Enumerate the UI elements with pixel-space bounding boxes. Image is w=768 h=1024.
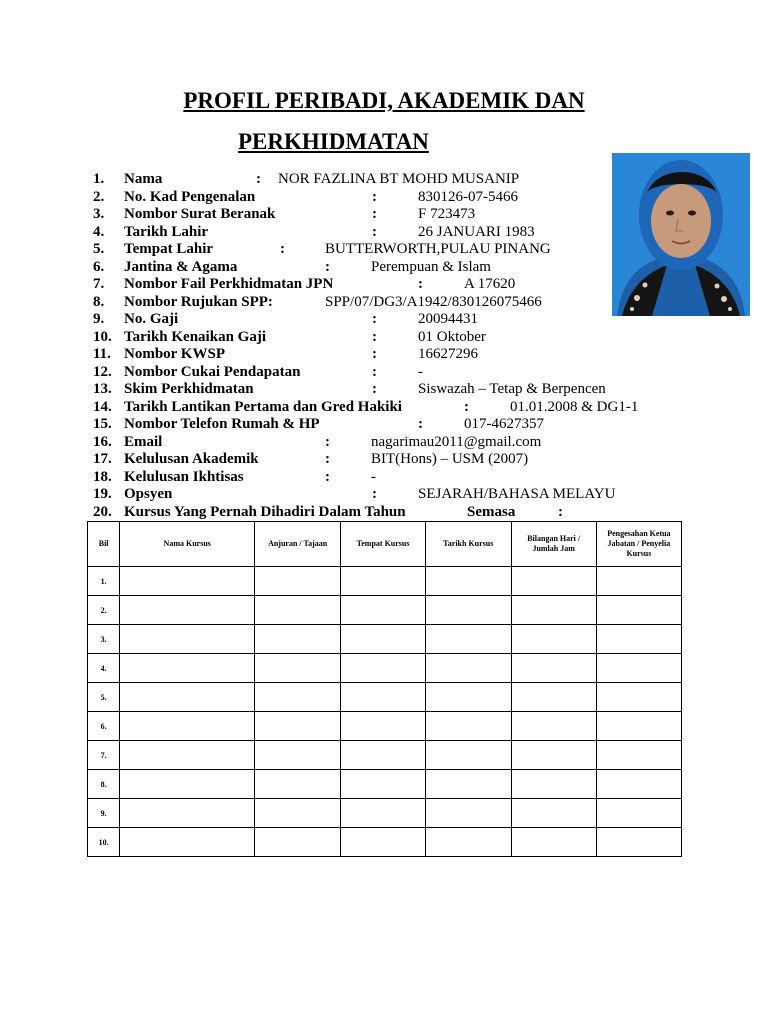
field-value: F 723473 [418,206,476,222]
field-value: nagarimau2011@gmail.com [371,433,542,450]
table-cell [596,770,681,799]
field-value: Semasa [467,503,516,520]
field-value: Siswazah – Tetap & Berpencen [418,381,606,397]
field-number: 5. [93,241,105,257]
table-cell [120,625,255,654]
field-label: Skim Perkhidmatan [124,381,254,397]
field-colon: : [256,171,261,187]
table-cell [255,828,341,857]
table-row [88,567,682,596]
field-value: 017-4627357 [464,416,544,432]
field-number: 14. [93,398,112,415]
table-cell [341,712,426,741]
table-cell [511,567,596,596]
field-label: Nombor Fail Perkhidmatan JPN [124,276,334,292]
table-cell [341,828,426,857]
field-label: Nombor Rujukan SPP: [124,293,273,310]
table-cell [341,654,426,683]
row-number: 2. [88,596,120,625]
field-colon: : [418,416,423,432]
field-number: 12. [93,363,112,380]
field-number: 19. [93,486,112,502]
table-cell [120,683,255,712]
table-cell [425,799,511,828]
table-cell [255,712,341,741]
field-colon: : [325,258,330,275]
field-value: BIT(Hons) – USM (2007) [371,451,529,467]
table-cell [425,741,511,770]
field-value: 26 JANUARI 1983 [418,223,535,240]
table-cell [596,654,681,683]
table-cell [511,828,596,857]
table-cell [425,625,511,654]
table-cell [120,654,255,683]
table-row [88,712,682,741]
field-label: No. Gaji [124,311,179,327]
row-number: 9. [88,799,120,828]
table-cell [341,683,426,712]
field-colon: : [280,241,285,257]
table-cell [425,712,511,741]
field-value: SEJARAH/BAHASA MELAYU [418,486,616,502]
row-number: 4. [88,654,120,683]
table-cell [120,799,255,828]
field-colon: : [372,363,377,380]
field-number: 16. [93,433,112,450]
table-cell [511,799,596,828]
field-number: 3. [93,206,105,222]
header-tarikh-kursus: Tarikh Kursus [425,522,511,567]
field-label: Tempat Lahir [124,241,214,257]
field-number: 1. [93,171,105,187]
table-cell [255,596,341,625]
header-bil: Bil [88,522,120,567]
field-colon: : [372,223,377,240]
table-cell [255,683,341,712]
header-nama-kursus: Nama Kursus [120,522,255,567]
table-cell [511,770,596,799]
table-cell [120,770,255,799]
field-label: Nombor KWSP [124,346,225,362]
table-cell [425,654,511,683]
table-cell [120,741,255,770]
page-title-line-2: PERKHIDMATAN [238,129,429,154]
field-label: Kelulusan Akademik [124,451,259,467]
field-label: Kursus Yang Pernah Dihadiri Dalam Tahun [124,503,406,520]
table-row [88,828,682,857]
header-tempat-kursus: Tempat Kursus [341,522,426,567]
table-cell [341,741,426,770]
field-label: Tarikh Lantikan Pertama dan Gred Hakiki [124,398,402,415]
row-number: 1. [88,567,120,596]
field-colon: : [372,188,377,205]
table-cell [425,567,511,596]
field-number: 18. [93,468,112,485]
header-anjuran: Anjuran / Tajaan [255,522,341,567]
field-number: 13. [93,381,112,397]
table-cell [596,625,681,654]
page-title-line-1: PROFIL PERIBADI, AKADEMIK DAN [183,88,585,113]
field-label: Tarikh Lahir [124,223,209,240]
courses-table-header [88,522,682,567]
table-cell [255,625,341,654]
field-colon: : [418,276,423,292]
field-number: 17. [93,451,112,467]
field-colon: : [464,398,469,415]
profile-photo [612,153,750,316]
field-colon: : [558,503,563,520]
table-cell [596,596,681,625]
table-cell [511,712,596,741]
field-label: Nombor Cukai Pendapatan [124,363,301,380]
table-row [88,741,682,770]
table-cell [255,799,341,828]
field-number: 8. [93,293,105,310]
field-value: 01.01.2008 & DG1-1 [510,398,639,415]
field-colon: : [372,346,377,362]
field-number: 11. [93,346,111,362]
field-label: Jantina & Agama [124,258,238,275]
table-cell [255,770,341,799]
table-cell [120,712,255,741]
table-cell [511,683,596,712]
table-cell [255,741,341,770]
field-colon: : [372,328,377,345]
table-cell [596,683,681,712]
table-cell [341,567,426,596]
field-colon: : [325,468,330,485]
courses-table-body [88,567,682,857]
field-label: Nombor Telefon Rumah & HP [124,416,320,432]
courses-table [87,521,682,857]
field-label: Email [124,433,163,450]
table-cell [120,567,255,596]
row-number: 3. [88,625,120,654]
field-colon: : [372,486,377,502]
table-cell [341,625,426,654]
header-pengesahan: Pengesahan Ketua Jabatan / Penyelia Kursus [596,522,681,567]
field-number: 2. [93,188,105,205]
table-cell [425,828,511,857]
table-row [88,770,682,799]
table-cell [596,828,681,857]
header-bilangan-hari: Bilangan Hari / Jumlah Jam [511,522,596,567]
table-cell [255,567,341,596]
table-cell [255,654,341,683]
field-colon: : [372,381,377,397]
table-cell [511,654,596,683]
field-number: 9. [93,311,105,327]
table-row [88,683,682,712]
row-number: 7. [88,741,120,770]
field-number: 4. [93,223,105,240]
field-colon: : [372,311,377,327]
table-cell [511,741,596,770]
table-row [88,654,682,683]
field-colon: : [325,433,330,450]
field-value: 20094431 [418,311,478,327]
table-cell [596,741,681,770]
table-cell [596,799,681,828]
field-label: No. Kad Pengenalan [124,188,256,205]
table-cell [425,770,511,799]
table-cell [341,770,426,799]
table-row [88,799,682,828]
table-row [88,596,682,625]
field-label: Tarikh Kenaikan Gaji [124,328,266,345]
row-number: 10. [88,828,120,857]
field-value: NOR FAZLINA BT MOHD MUSANIP [278,171,520,187]
table-cell [596,712,681,741]
row-number: 5. [88,683,120,712]
row-number: 6. [88,712,120,741]
field-value: - [418,363,423,380]
field-label: Nombor Surat Beranak [124,206,276,222]
table-cell [341,596,426,625]
field-value: Perempuan & Islam [371,258,491,275]
field-colon: : [372,206,377,222]
field-label: Nama [124,171,163,187]
table-cell [120,828,255,857]
field-value: BUTTERWORTH,PULAU PINANG [325,241,551,257]
field-value: 01 Oktober [418,328,486,345]
field-number: 15. [93,416,112,432]
row-number: 8. [88,770,120,799]
table-cell [425,596,511,625]
field-number: 10. [93,328,112,345]
field-label: Opsyen [124,486,173,502]
field-value: 830126-07-5466 [418,188,518,205]
field-label: Kelulusan Ikhtisas [124,468,244,485]
field-value: 16627296 [418,346,478,362]
field-number: 6. [93,258,105,275]
table-cell [511,596,596,625]
table-cell [341,799,426,828]
field-number: 7. [93,276,105,292]
table-row [88,625,682,654]
field-value: SPP/07/DG3/A1942/830126075466 [325,293,542,310]
field-colon: : [325,451,330,467]
table-cell [511,625,596,654]
field-value: A 17620 [464,276,516,292]
table-cell [120,596,255,625]
table-cell [596,567,681,596]
field-value: - [371,468,376,485]
field-number: 20. [93,503,112,520]
table-cell [425,683,511,712]
